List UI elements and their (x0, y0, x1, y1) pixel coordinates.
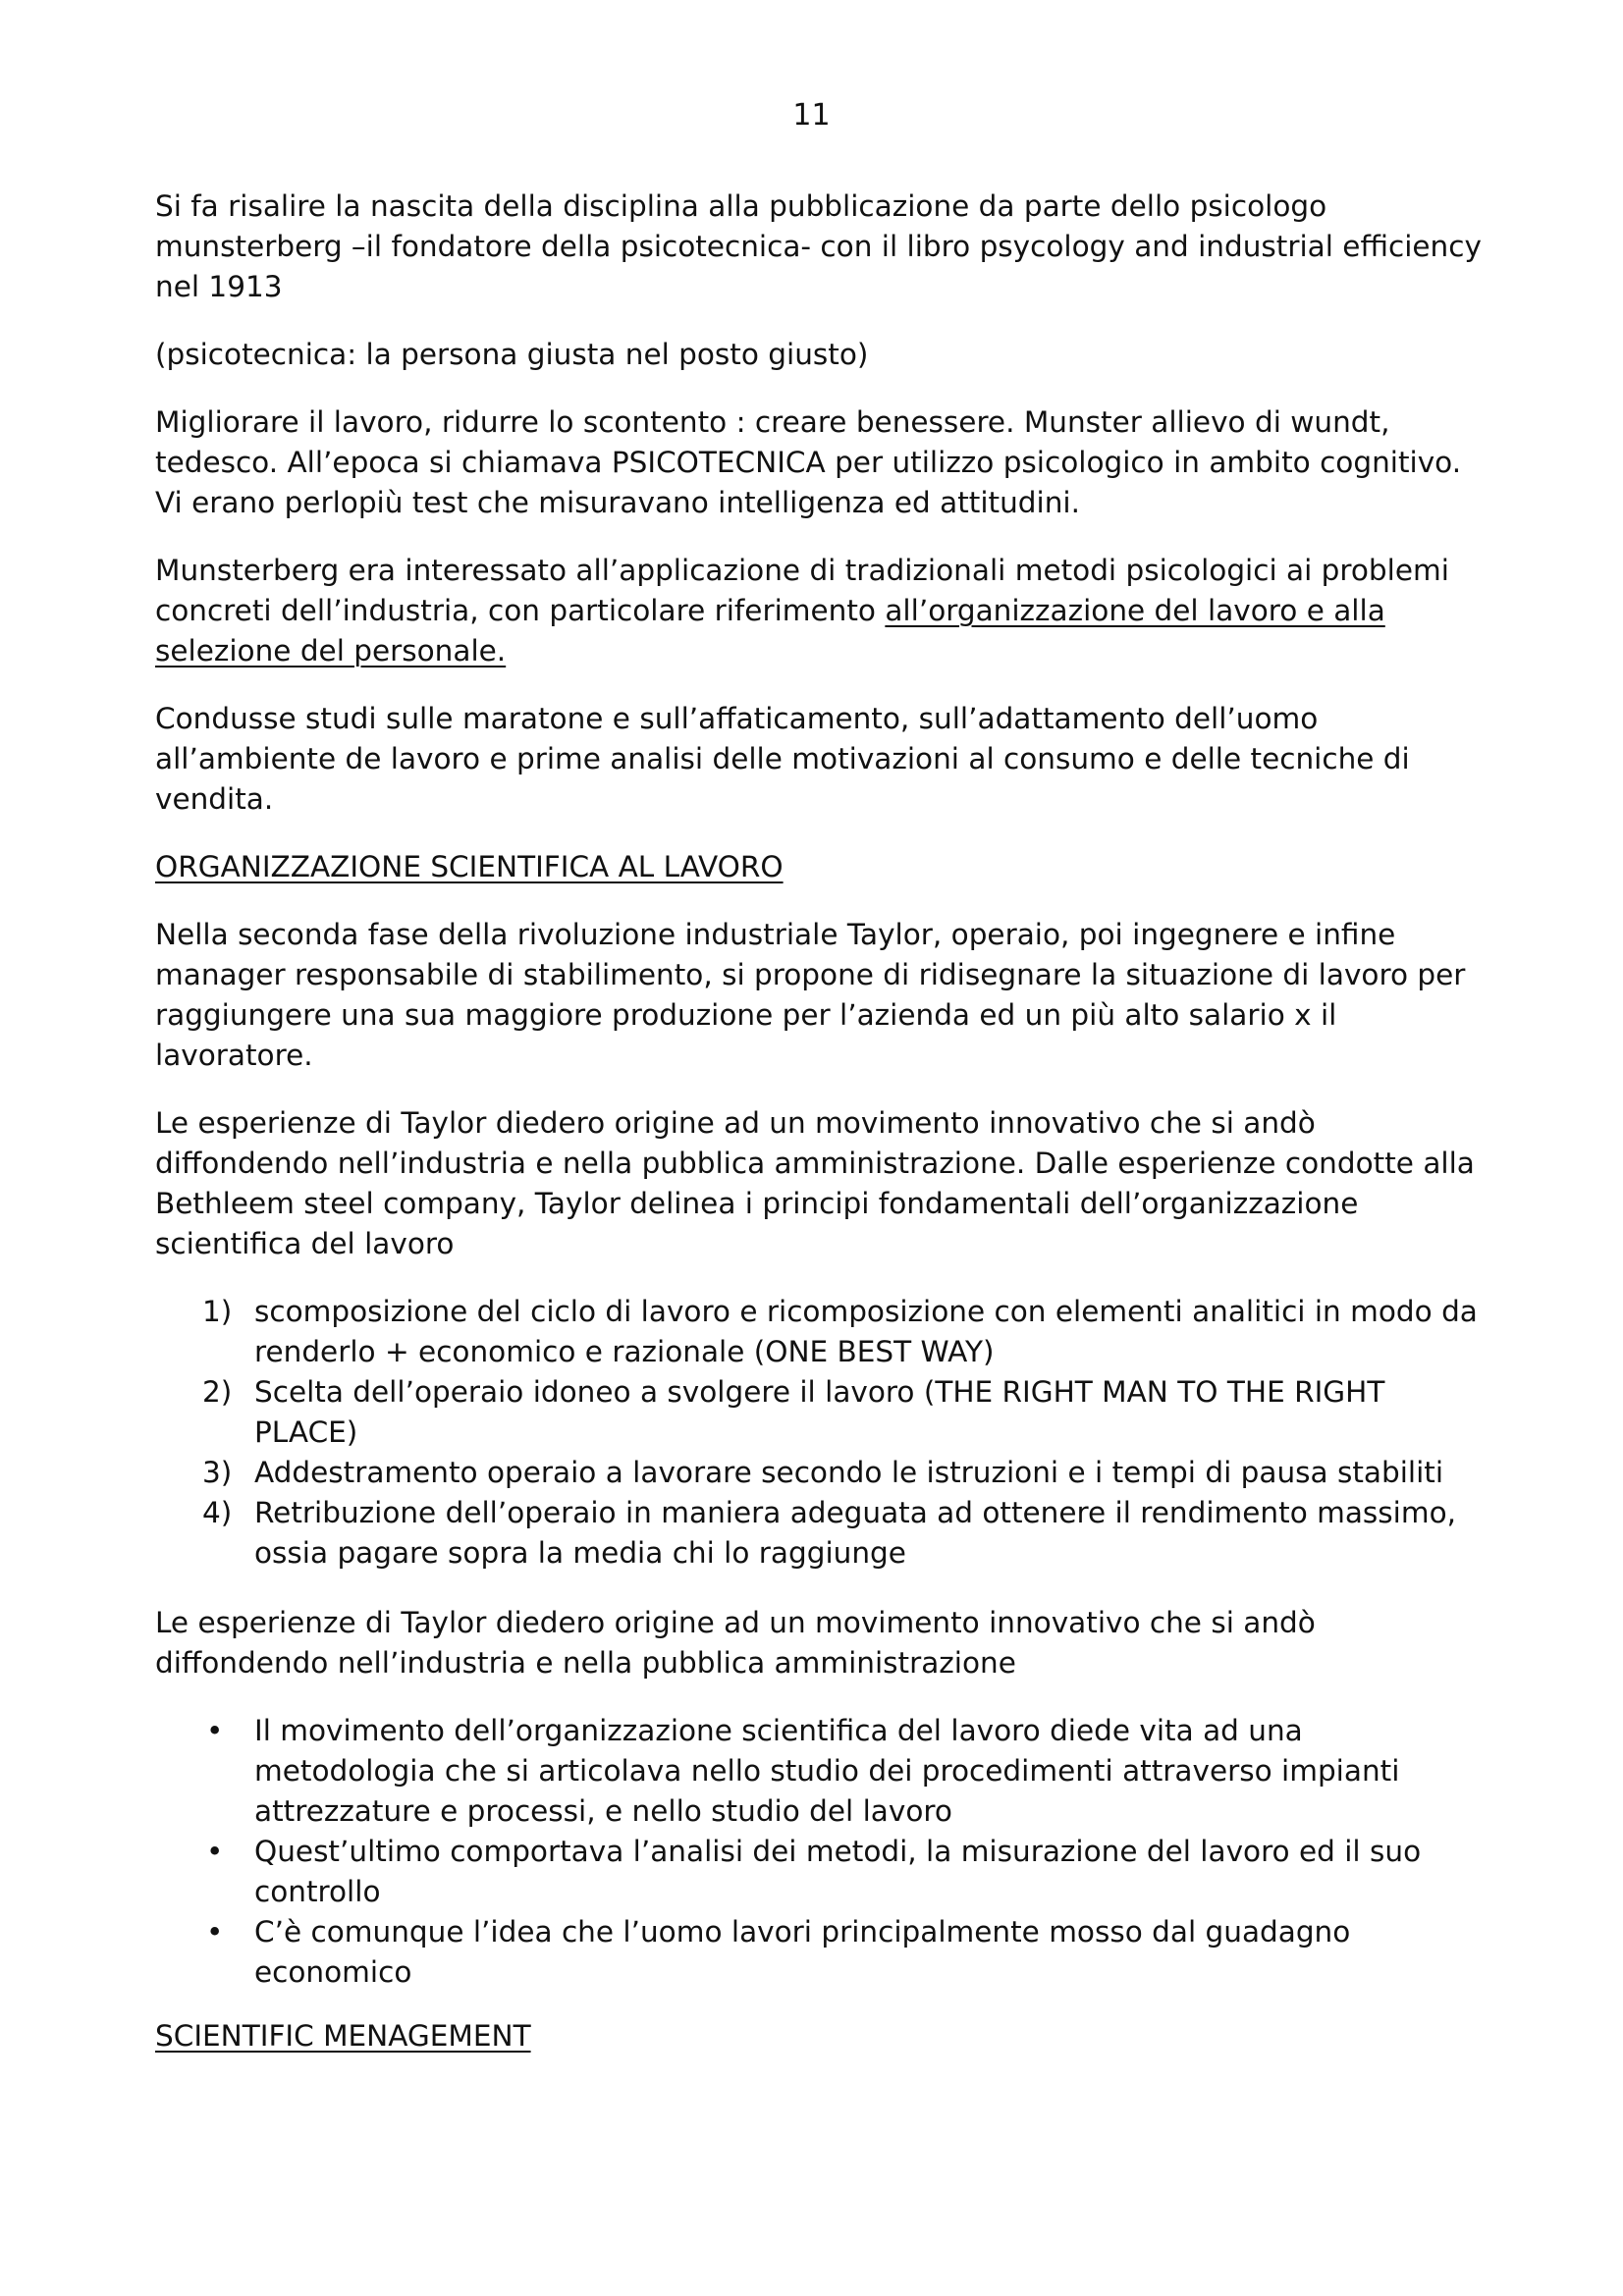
paragraph-improve-work: Migliorare il lavoro, ridurre lo scontento : creare benessere. Munster allievo di wundt, tedesco. All’epoca si chiamava PSICOTECNICA per utilizzo psicologico in ambito cognitivo. Vi erano perlopiù test che misuravano intelligenza ed attitudini. (155, 405, 1462, 519)
list-item-text: Quest’ultimo comportava l’analisi dei metodi, la misurazione del lavoro ed il suo controllo (254, 1835, 1422, 1908)
list-item (155, 1292, 1490, 1372)
bullet-list (155, 1711, 1490, 1993)
paragraph-origin: Si fa risalire la nascita della disciplina alla pubblicazione da parte dello psicologo munsterberg –il fondatore della psicotecnica- con il libro psycology and industrial efficiency nel 1913 (155, 189, 1482, 303)
list-item-text: Il movimento dell’organizzazione scientifica del lavoro diede vita ad una metodologia che si articolava nello studio dei procedimenti attraverso impianti attrezzature e processi, e nello studio del lavoro (254, 1714, 1400, 1828)
bullet-icon: • (206, 1835, 224, 1868)
principles-list (155, 1292, 1490, 1574)
list-number: 2) (202, 1375, 233, 1409)
list-number: 3) (202, 1456, 233, 1489)
bullet-icon: • (206, 1714, 224, 1747)
list-item-text: Addestramento operaio a lavorare secondo le istruzioni e i tempi di pausa stabiliti (254, 1456, 1444, 1489)
bullet-icon: • (206, 1915, 224, 1949)
list-item (155, 1372, 1490, 1453)
list-item (155, 1711, 1490, 1832)
list-item-text: scomposizione del ciclo di lavoro e ricomposizione con elementi analitici in modo da renderlo + economico e razionale (ONE BEST WAY) (254, 1295, 1478, 1368)
paragraph-taylor-experiences-repeat: Le esperienze di Taylor diedero origine ad un movimento innovativo che si andò diffondendo nell’industria e nella pubblica amministrazione (155, 1606, 1316, 1680)
page-body (155, 187, 1490, 2084)
list-item-text: C’è comunque l’idea che l’uomo lavori principalmente mosso dal guadagno economico (254, 1915, 1351, 1989)
section-heading-scientific-menagement: SCIENTIFIC MENAGEMENT (155, 2019, 531, 2053)
paragraph-taylor: Nella seconda fase della rivoluzione industriale Taylor, operaio, poi ingegnere e infine manager responsabile di stabilimento, si propone di ridisegnare la situazione di lavoro per raggiungere una sua maggiore produzione per l’azienda ed un più alto salario x il lavoratore. (155, 918, 1466, 1072)
list-item-text: Retribuzione dell’operaio in maniera adeguata ad ottenere il rendimento massimo, ossia pagare sopra la media chi lo raggiunge (254, 1496, 1457, 1570)
paragraph-studies: Condusse studi sulle maratone e sull’affaticamento, sull’adattamento dell’uomo all’ambiente de lavoro e prime analisi delle motivazioni al consumo e delle tecniche di vendita. (155, 702, 1410, 816)
paragraph-psicotecnica-definition: (psicotecnica: la persona giusta nel posto giusto) (155, 338, 869, 371)
list-item (155, 1912, 1490, 1993)
list-item (155, 1832, 1490, 1912)
underlined-phrase: all’organizzazione del lavoro e alla selezione del personale. (155, 594, 1385, 667)
list-item-text: Scelta dell’operaio idoneo a svolgere il lavoro (THE RIGHT MAN TO THE RIGHT PLACE) (254, 1375, 1385, 1449)
page-number: 11 (792, 98, 831, 133)
section-heading-organizzazione: ORGANIZZAZIONE SCIENTIFICA AL LAVORO (155, 850, 784, 883)
list-item (155, 1453, 1490, 1493)
paragraph-munsterberg-text: Munsterberg era interessato all’applicazione di tradizionali metodi psicologici ai problemi concreti dell’industria, con particolare riferimento (155, 554, 1449, 627)
paragraph-munsterberg-interest (155, 551, 1490, 671)
list-number: 4) (202, 1496, 233, 1529)
paragraph-taylor-experiences: Le esperienze di Taylor diedero origine ad un movimento innovativo che si andò diffondendo nell’industria e nella pubblica amministrazione. Dalle esperienze condotte alla Bethleem steel company, Taylor delinea i principi fondamentali dell’organizzazione scientifica del lavoro (155, 1106, 1475, 1260)
list-number: 1) (202, 1295, 233, 1328)
list-item (155, 1493, 1490, 1574)
